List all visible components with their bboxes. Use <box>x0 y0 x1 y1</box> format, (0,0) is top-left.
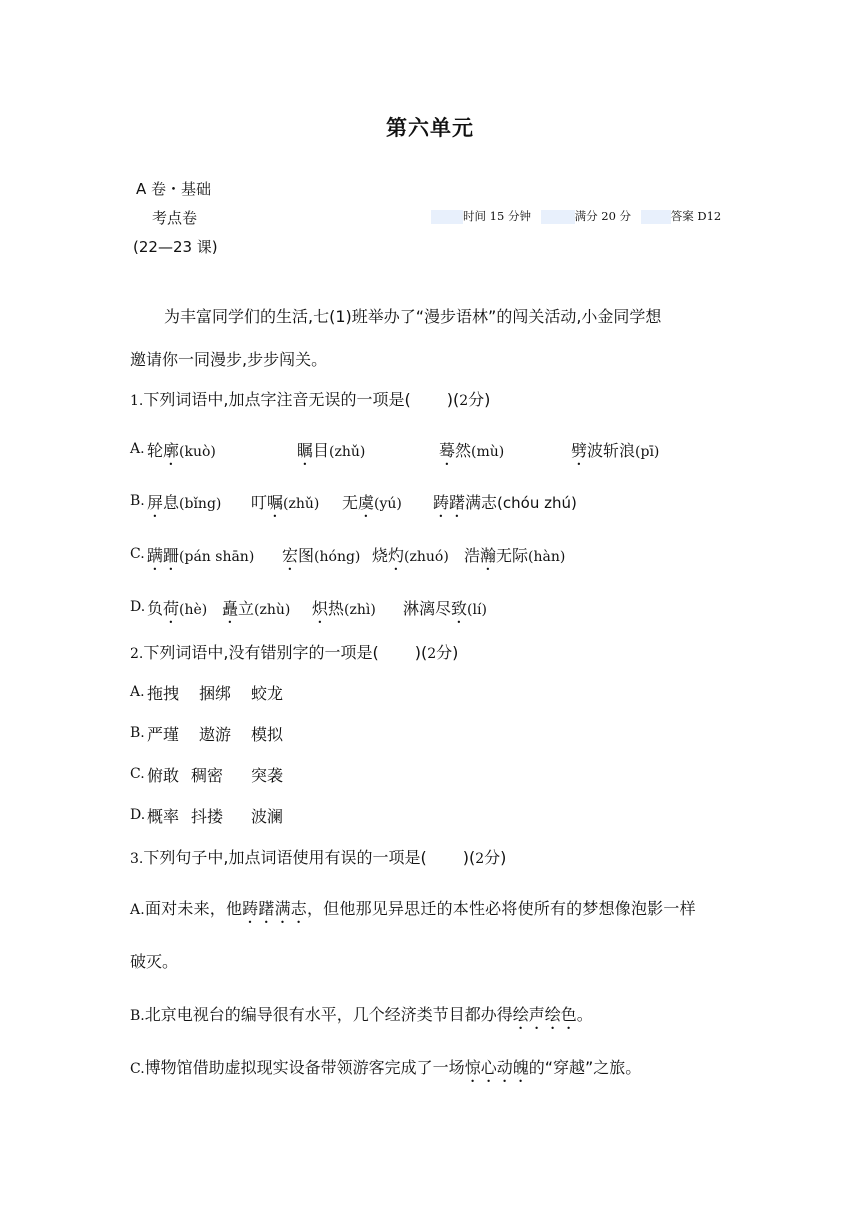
option-item: 屏息(bǐng) <box>147 493 222 512</box>
page-title: 第六单元 <box>386 116 474 140</box>
option-item: 踌躇满志(chóu zhú) <box>433 493 577 512</box>
question-3-option-a[interactable]: A.面对未来，他踌躇满志，但他那见异思迁的本性必将使所有的梦想像泡影一样 <box>130 899 696 918</box>
exam-meta <box>431 208 721 224</box>
option-item: 烧灼(zhuó) <box>372 546 449 565</box>
question-1-option-a[interactable]: A. <box>130 441 145 457</box>
time-limit: 时间 15 分钟 <box>463 209 531 223</box>
option-item: 蓦然(mù) <box>439 441 505 460</box>
option-item: 浩瀚无际(hàn) <box>464 546 566 565</box>
full-score: 满分 20 分 <box>574 209 632 223</box>
option-item: 淋漓尽致(lí) <box>403 599 487 618</box>
question-2-option-c[interactable]: C. <box>130 766 145 782</box>
question-2-stem: 2.下列词语中,没有错别字的一项是( )(2分) <box>130 643 459 662</box>
word: 概率 <box>147 807 180 826</box>
question-1-option-b[interactable]: B. <box>130 493 145 509</box>
option-item: 矗立(zhù) <box>222 599 291 618</box>
option-item: 炽热(zhì) <box>312 599 376 618</box>
word: 突袭 <box>251 766 284 785</box>
question-3-stem: 3.下列句子中,加点词语使用有误的一项是( )(2分) <box>130 848 507 867</box>
question-3-option-a-cont: 破灭。 <box>130 952 179 971</box>
option-item: 无虞(yú) <box>342 493 402 512</box>
word: 拖拽 <box>147 684 180 703</box>
question-3-option-b[interactable]: B.北京电视台的编导很有水平，几个经济类节目都办得绘声绘色。 <box>130 1005 593 1024</box>
option-item: 负荷(hè) <box>147 599 208 618</box>
section-label: A 卷・基础 <box>136 180 212 198</box>
option-item: 瞩目(zhǔ) <box>297 441 366 460</box>
word: 稠密 <box>191 766 224 785</box>
word: 模拟 <box>251 725 284 744</box>
meta-shade <box>541 210 575 224</box>
word: 严瑾 <box>147 725 180 744</box>
lesson-range: (22—23 课) <box>133 238 218 256</box>
question-2-option-b[interactable]: B. <box>130 725 145 741</box>
word: 蛟龙 <box>251 684 284 703</box>
dotted-phrase: 惊心动魄 <box>464 1058 529 1077</box>
question-1-stem: 1.下列词语中,加点字注音无误的一项是( )(2分) <box>130 390 491 409</box>
intro-line-1: 为丰富同学们的生活,七(1)班举办了“漫步语林”的闯关活动,小金同学想 <box>164 307 662 326</box>
dotted-phrase: 绘声绘色 <box>512 1005 577 1024</box>
question-1-option-c[interactable]: C. <box>130 546 145 562</box>
intro-line-2: 邀请你一同漫步,步步闯关。 <box>130 350 328 369</box>
question-2-option-d[interactable]: D. <box>130 807 146 823</box>
word: 俯敢 <box>147 766 180 785</box>
word: 抖搂 <box>191 807 224 826</box>
meta-shade <box>641 210 671 224</box>
word: 捆绑 <box>199 684 232 703</box>
dotted-phrase: 踌躇满志 <box>242 899 307 918</box>
question-2-option-a[interactable]: A. <box>130 684 145 700</box>
answer-ref: 答案 D12 <box>670 209 722 223</box>
option-item: 叮嘱(zhǔ) <box>251 493 320 512</box>
option-item: 劈波斩浪(pī) <box>571 441 660 460</box>
option-item: 蹒跚(pán shān) <box>147 546 255 565</box>
question-1-option-d[interactable]: D. <box>130 599 146 615</box>
meta-shade <box>431 210 463 224</box>
option-item: 宏图(hóng) <box>282 546 361 565</box>
word: 遨游 <box>199 725 232 744</box>
option-item: 轮廓(kuò) <box>147 441 216 460</box>
paper-type: 考点卷 <box>152 209 198 227</box>
word: 波澜 <box>251 807 284 826</box>
question-3-option-c[interactable]: C.博物馆借助虚拟现实设备带领游客完成了一场惊心动魄的“穿越”之旅。 <box>130 1058 642 1077</box>
